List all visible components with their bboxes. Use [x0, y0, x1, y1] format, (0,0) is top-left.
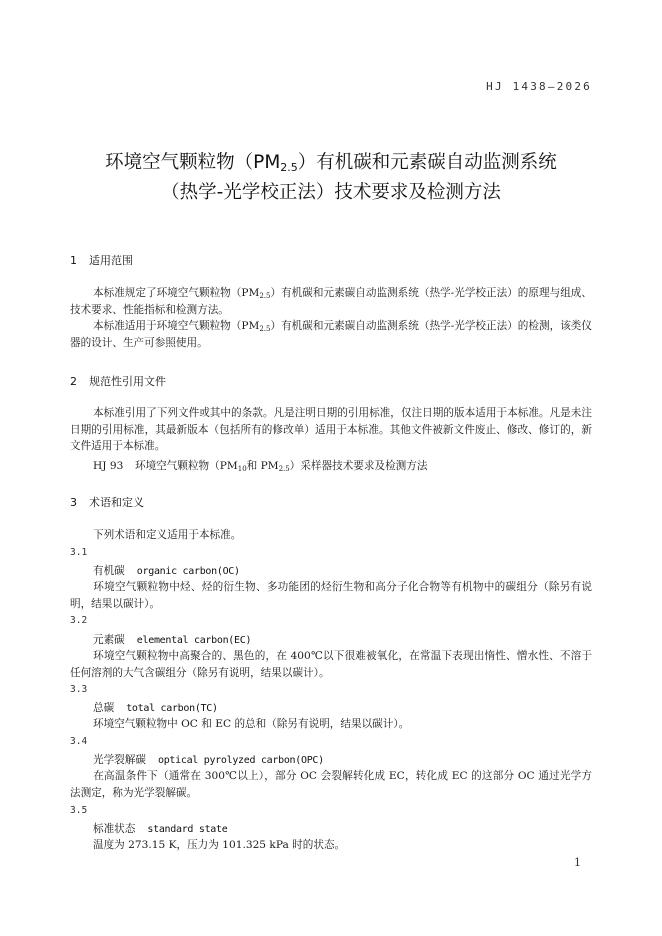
term-name-en: standard state	[147, 824, 228, 835]
definition-text: 环境空气颗粒物中 OC 和 EC 的总和（除另有说明，结果以碳计）。	[93, 718, 410, 730]
reference-title: ）采样器技术要求及检测方法	[289, 460, 428, 472]
subscript: 2.5	[278, 465, 290, 473]
reference-title: 和 PM	[246, 460, 279, 472]
standard-code: HJ 1438—2026	[486, 80, 592, 93]
page-number: 1	[574, 856, 581, 869]
term-number: 3.1	[70, 547, 88, 558]
term-number: 3.2	[70, 615, 88, 626]
term-name-zh: 有机碳	[93, 565, 125, 577]
term-name-en: organic carbon(OC)	[136, 566, 240, 577]
subscript: 10	[237, 465, 247, 473]
reference-title: 环境空气颗粒物（PM	[135, 460, 238, 472]
reference-code: HJ 93	[93, 460, 124, 472]
term-name	[93, 752, 324, 767]
title-text: 环境空气颗粒物（PM	[105, 152, 281, 173]
normative-intro-paragraph	[70, 405, 592, 455]
section-heading-normative-references	[70, 373, 166, 389]
section-title: 术语和定义	[89, 496, 144, 509]
section-title: 适用范围	[89, 254, 133, 267]
title-text: ）有机碳和元素碳自动监测系统	[297, 152, 557, 173]
section-number: 3	[70, 496, 77, 509]
term-number: 3.5	[70, 805, 88, 816]
document-title-line-2: （热学-光学校正法）技术要求及检测方法	[161, 182, 501, 203]
term-definition	[70, 579, 592, 612]
scope-paragraph-1	[70, 285, 592, 318]
paragraph-text: ）有机碳和元素碳自动监测系统（热学-光学校正法）的原理与组成、技术要求、性能指标和检测方法。	[70, 287, 592, 316]
term-name-zh: 总碳	[93, 702, 115, 714]
title-subscript: 2.5	[280, 161, 298, 174]
term-name	[93, 821, 227, 836]
definition-text: 环境空气颗粒物中高聚合的、黑色的，在 400℃以下很难被氧化，在常温下表现出惰性、憎水性、不溶于任何溶剂的大气含碳组分（除另有说明，结果以碳计）。	[70, 650, 592, 679]
term-name	[93, 632, 251, 647]
subscript: 2.5	[259, 325, 271, 333]
section-heading-terms	[70, 494, 144, 510]
subscript: 2.5	[259, 292, 271, 300]
term-number: 3.4	[70, 736, 88, 747]
term-definition	[70, 837, 592, 854]
term-number: 3.3	[70, 684, 88, 695]
term-name	[93, 700, 218, 715]
definition-text: 温度为 273.15 K，压力为 101.325 kPa 时的状态。	[93, 839, 346, 851]
paragraph-text: 下列术语和定义适用于本标准。	[93, 529, 242, 541]
scope-paragraph-2	[70, 318, 592, 351]
definition-text: 环境空气颗粒物中烃、烃的衍生物、多功能团的烃衍生物和高分子化合物等有机物中的碳组分（除另有说明，结果以碳计）。	[70, 581, 592, 610]
term-name-zh: 标准状态	[93, 823, 136, 835]
reference-entry	[93, 458, 427, 473]
term-name-en: elemental carbon(EC)	[136, 635, 252, 646]
section-heading-scope	[70, 252, 133, 268]
document-title-line-1	[0, 148, 662, 174]
term-name-en: total carbon(TC)	[126, 703, 218, 714]
definition-text: 在高温条件下（通常在 300℃以上），部分 OC 会裂解转化成 EC，转化成 EC 的这部分 OC 通过光学方法测定，称为光学裂解碳。	[70, 770, 592, 799]
section-number: 1	[70, 254, 77, 267]
term-name	[93, 563, 240, 578]
section-title: 规范性引用文件	[89, 375, 166, 388]
section-number: 2	[70, 375, 77, 388]
term-name-zh: 光学裂解碳	[93, 754, 146, 766]
paragraph-text: 本标准适用于环境空气颗粒物（PM	[93, 320, 260, 332]
paragraph-text: ）有机碳和元素碳自动监测系统（热学-光学校正法）的检测，该类仪器的设计、生产可参照使用。	[70, 320, 592, 349]
terms-intro-paragraph	[70, 527, 592, 544]
term-definition	[70, 768, 592, 801]
term-name-zh: 元素碳	[93, 634, 125, 646]
term-definition	[70, 648, 592, 681]
paragraph-text: 本标准规定了环境空气颗粒物（PM	[93, 287, 260, 299]
paragraph-text: 本标准引用了下列文件或其中的条款。凡是注明日期的引用标准，仅注日期的版本适用于本标准。凡是未注日期的引用标准，其最新版本（包括所有的修改单）适用于本标准。其他文件被新文件废止、修改、修订的，新文件适用于本标准。	[70, 407, 592, 452]
term-name-en: optical pyrolyzed carbon(OPC)	[157, 755, 324, 766]
term-definition	[70, 716, 592, 733]
